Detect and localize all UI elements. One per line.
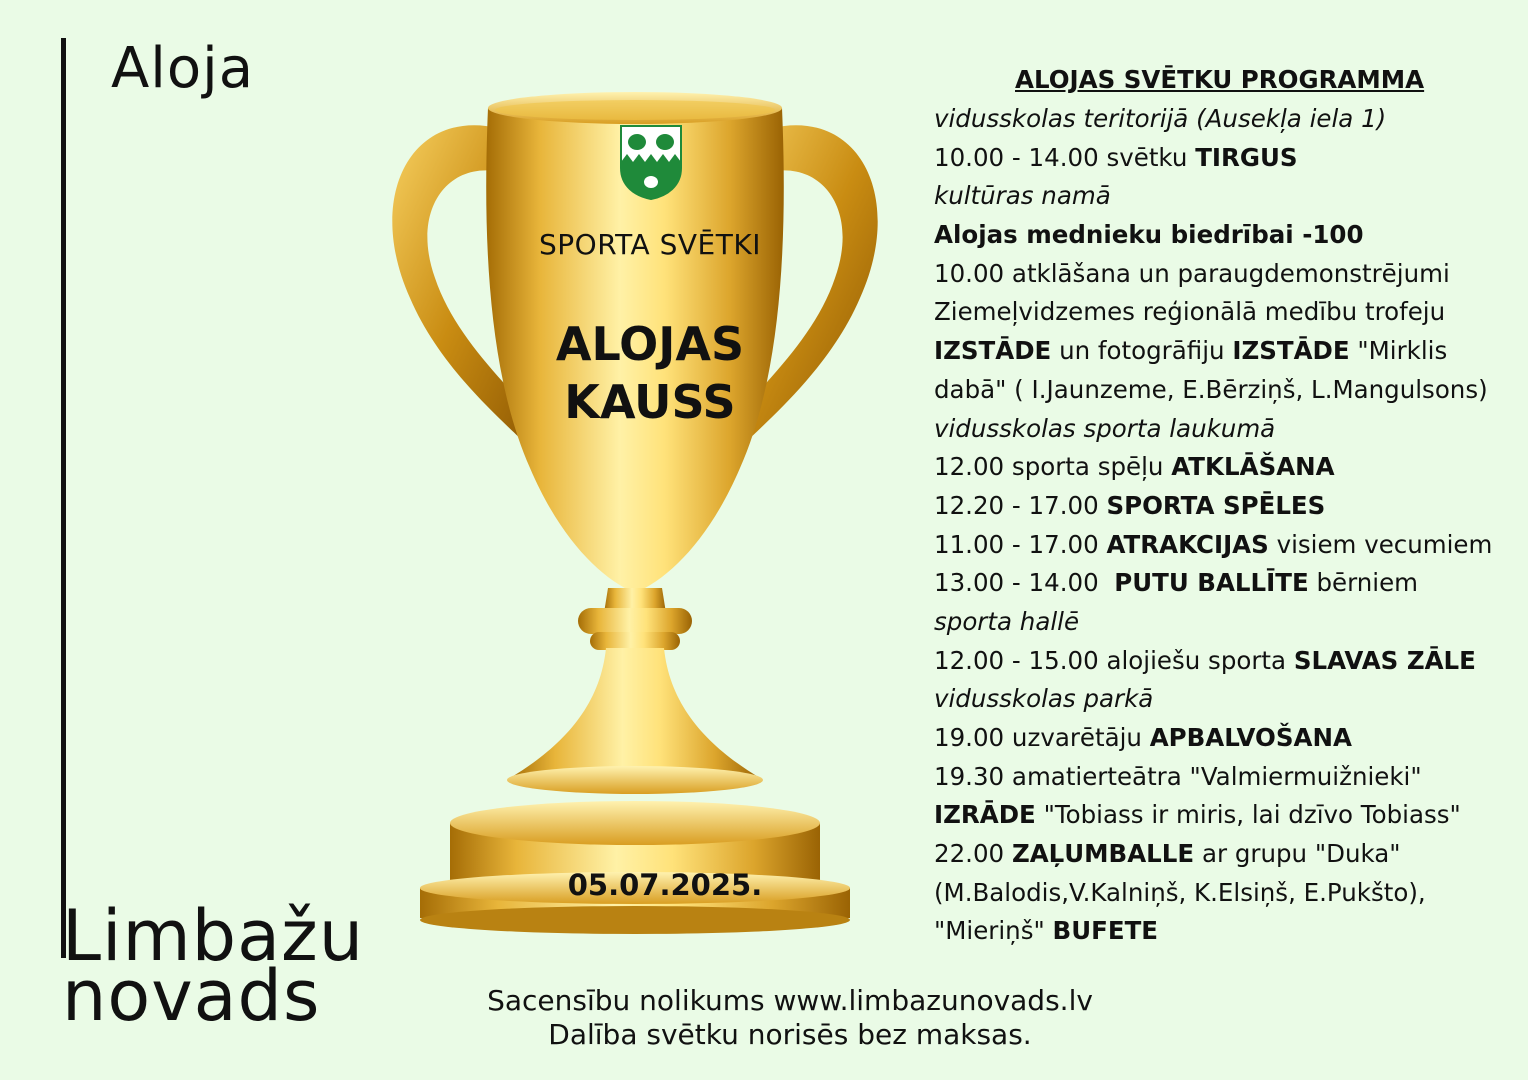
cup-title-line1: ALOJAS [555, 317, 745, 371]
program-line [934, 371, 1524, 410]
program-line-italic: vidusskolas parkā [934, 684, 1154, 714]
program-line-post: bērniem [1308, 568, 1419, 598]
event-date: 05.07.2025. [567, 868, 763, 902]
region-line1: Limbažu [62, 895, 365, 977]
program-line [934, 487, 1524, 526]
program-line-italic: vidusskolas teritorijā (Ausekļa iela 1) [934, 104, 1387, 133]
program-line-pre: 12.20 - 17.00 [934, 490, 1107, 520]
program-line-pre: dabā" ( I.Jaunzeme, E.Bērziņš, L.Mangulsons) [934, 374, 1488, 404]
program-line [934, 255, 1524, 294]
program-line [934, 526, 1524, 565]
program-line-pre: 19.30 amatierteātra "Valmiermuižnieki" [934, 761, 1422, 791]
region-logo-text [62, 895, 365, 1037]
program-line-mid: un fotogrāfiju [1051, 336, 1233, 366]
program-line-bold: ATKLĀŠANA [1171, 452, 1335, 482]
program-line-pre: 13.00 - 14.00 [934, 568, 1115, 598]
program-line [934, 680, 1524, 719]
alojas-coat-of-arms-icon [619, 124, 683, 200]
cup-title-line2: KAUSS [564, 375, 736, 429]
program-line-post: "Mirklis [1349, 336, 1448, 366]
program-line-italic: kultūras namā [934, 181, 1111, 211]
program-line [934, 874, 1524, 913]
program-line [934, 642, 1524, 681]
program-line-post: visiem vecumiem [1268, 529, 1493, 559]
program-line-bold: BUFETE [1052, 916, 1159, 946]
program-line [934, 332, 1524, 371]
program-line-pre: (M.Balodis,V.Kalniņš, K.Elsiņš, E.Pukšto), [934, 877, 1426, 907]
program-line-pre: 10.00 - 14.00 svētku [934, 142, 1196, 172]
program-line-bold2: IZSTĀDE [1232, 336, 1350, 366]
program-line-bold: ZAĻUMBALLE [1011, 839, 1195, 869]
program-line-pre: 19.00 uzvarētāju [934, 723, 1150, 752]
vertical-divider-line [61, 38, 66, 958]
region-line2: novads [62, 955, 321, 1037]
program-line-italic: vidusskolas sporta laukumā [934, 413, 1276, 443]
program-line [934, 139, 1524, 178]
program-line-post: ar grupu "Duka" [1194, 839, 1401, 869]
program-line [934, 564, 1524, 603]
program-line-bold: ATRAKCIJAS [1106, 529, 1269, 559]
program-lines [934, 100, 1524, 951]
program-line [934, 100, 1524, 139]
program-line-bold: SPORTA SPĒLES [1106, 490, 1326, 520]
program-line-pre: 12.00 - 15.00 alojiešu sporta [934, 645, 1294, 675]
program-line-pre: "Mieriņš" [934, 916, 1053, 946]
program-line [934, 796, 1524, 835]
cup-subtitle: SPORTA SVĒTKI [539, 228, 761, 261]
program-line-pre: 22.00 [934, 839, 1012, 869]
town-name: Aloja [111, 36, 255, 101]
program-line [934, 216, 1524, 255]
footer-rules-line: Sacensību nolikums www.limbazunovads.lv [487, 984, 1093, 1017]
program-line [934, 293, 1524, 332]
program-line-post: "Tobiass ir miris, lai dzīvo Tobiass" [1035, 800, 1461, 830]
program-line [934, 448, 1524, 487]
program-line-bold: PUTU BALLĪTE [1114, 568, 1309, 598]
footer-free-line: Dalība svētku norisēs bez maksas. [548, 1018, 1032, 1051]
program-line-bold: IZSTĀDE [934, 336, 1052, 366]
program-line-pre: Ziemeļvidzemes reģionālā medību trofeju [934, 297, 1446, 327]
program-line-bold: SLAVAS ZĀLE [1293, 645, 1476, 675]
program-line [934, 177, 1524, 216]
program-line [934, 835, 1524, 874]
program-line-bold: APBALVOŠANA [1149, 723, 1352, 752]
program-line-pre: 11.00 - 17.00 [934, 529, 1107, 559]
program-line-pre: 10.00 atklāšana un paraugdemonstrējumi [934, 258, 1450, 288]
program-line-italic: sporta hallē [934, 606, 1080, 636]
program-list [934, 62, 1524, 951]
program-line [934, 410, 1524, 449]
cup-title [500, 315, 800, 431]
program-title: ALOJAS SVĒTKU PROGRAMMA [1015, 65, 1425, 94]
program-line [934, 603, 1524, 642]
program-line-bold: Alojas mednieku biedrībai -100 [934, 220, 1364, 250]
footer-info [430, 984, 1150, 1052]
trophy-cup-icon [380, 88, 890, 938]
program-line-bold: TIRGUS [1195, 142, 1298, 172]
program-line [934, 758, 1524, 797]
program-line-pre: 12.00 sporta spēļu [934, 452, 1172, 482]
program-line [934, 719, 1524, 758]
program-line-bold: IZRĀDE [934, 800, 1036, 830]
program-line [934, 912, 1524, 951]
